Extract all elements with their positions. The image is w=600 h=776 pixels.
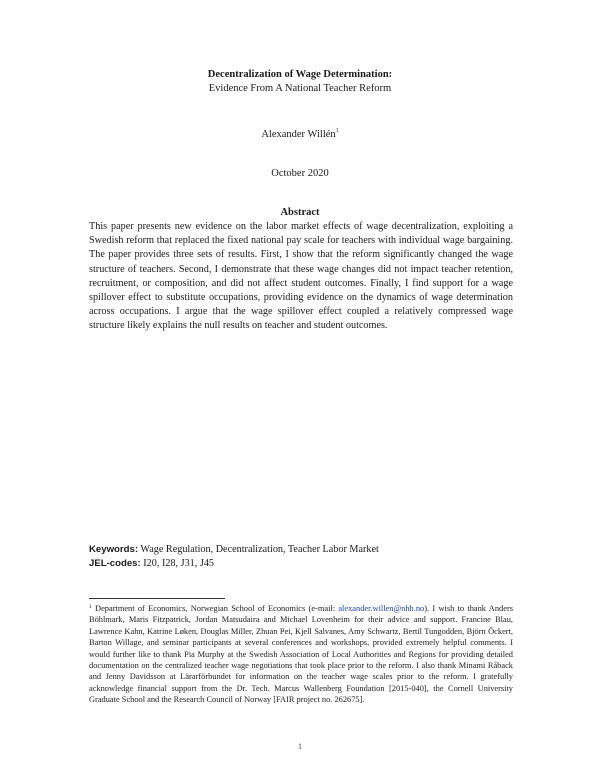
footnote-divider [89, 598, 225, 599]
footnote-text-before-email: Department of Economics, Norwegian School of Economics (e-mail: [91, 604, 339, 613]
jel-label: JEL-codes: [89, 558, 141, 570]
keywords-label: Keywords: [89, 544, 139, 555]
keywords-block [89, 543, 513, 571]
author-line [0, 128, 600, 140]
footnote [89, 602, 513, 706]
paper-subtitle: Evidence From A National Teacher Reform [208, 83, 392, 94]
footnote-text-after-email: ). I wish to thank Anders Böhlmark, Maris Fitzpatrick, Jordan Matsudaira and Michael Lovenheim for their advice and support. Francine Blau, Lawrence Kahn, Katrine Løken, Douglas Miller, Zhuan Pei, Kjell Salvanes, Amy Schwartz, Bertil Tungodden, Björn Öckert, Barton Willage, and seminar participants at several conferences and workshops, provided extremely helpful comments. I would further like to thank Pia Murphy at the Swedish Association of Local Authorities and Regions for providing detailed documentation on the centralized teacher wage negotiations that took place prior to the reform. I also thank Minami Råback and Jenny Davidsson at Lärarförbundet for information on the teacher wage scales prior to the reform. I gratefully acknowledge financial support from the Dr. Tech. Marcus Wallenberg Foundation [2015-040], the Cornell University Graduate School and the Research Council of Norway [FAIR project no. 262675]. [89, 604, 513, 705]
author-name: Alexander Willén [261, 129, 336, 140]
abstract-heading: Abstract [280, 207, 320, 218]
keywords-text: Wage Regulation, Decentralization, Teacher Labor Market [140, 544, 379, 555]
paper-date: October 2020 [271, 168, 329, 179]
keywords-line [89, 543, 513, 557]
jel-text: I20, I28, J31, J45 [143, 558, 215, 570]
title-block [0, 68, 600, 96]
jel-line [89, 557, 513, 571]
author-footnote-mark[interactable]: 1 [335, 128, 339, 134]
footnote-email-link[interactable]: alexander.willen@nhh.no [338, 604, 425, 613]
paper-title: Decentralization of Wage Determination: [207, 69, 393, 80]
page-number: 1 [298, 742, 302, 751]
footnote-mark: 1 [89, 604, 92, 610]
abstract-text: This paper presents new evidence on the labor market effects of wage decentralization, exploiting a Swedish reform that replaced the fixed national pay scale for teachers with individual wage bargaining. The paper provides three sets of results. First, I show that the reform significantly changed the wage structure of teachers. Second, I demonstrate that these wage changes did not impact teacher retention, recruitment, or composition, and did not affect student outcomes. Finally, I find support for a wage spillover effect to substitute occupations, providing evidence on the dynamics of wage determination across occupations. I argue that the wage spillover effect coupled a relatively compressed wage structure likely explains the null results on teacher and student outcomes. [89, 221, 513, 332]
